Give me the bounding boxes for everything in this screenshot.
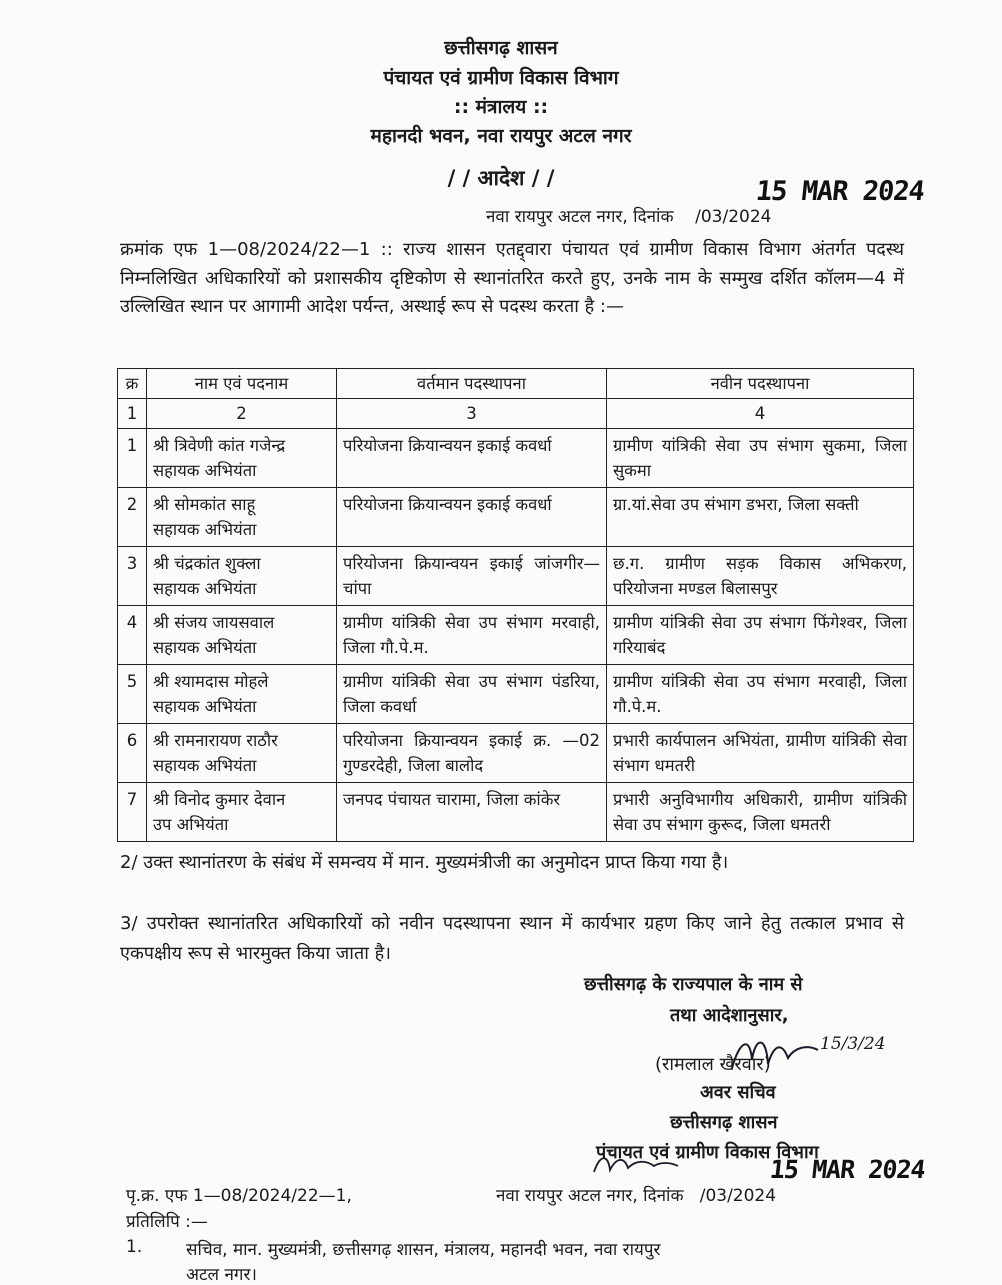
officer-name: श्री रामनारायण राठौर <box>153 731 278 750</box>
current-posting-cell: परियोजना क्रियान्वयन इकाई कवर्धा <box>337 429 607 488</box>
serial-cell <box>118 547 147 606</box>
handwritten-date: 15/3/24 <box>820 1034 886 1054</box>
current-posting-cell: परियोजना क्रियान्वयन इकाई क्र. —02 गुण्डरदेही, जिला बालोद <box>337 724 607 783</box>
endorsement-ref: पृ.क्र. एफ 1—08/2024/22—1, <box>126 1186 352 1206</box>
serial-number: 7 <box>126 790 138 809</box>
serial-number: 4 <box>126 613 138 632</box>
header-government: छत्तीसगढ़ शासन <box>444 37 558 59</box>
officer-designation: सहायक अभियंता <box>153 461 257 480</box>
officer-name: श्री त्रिवेणी कांत गजेन्द्र <box>153 436 286 455</box>
column-header-current-posting: वर्तमान पदस्थापना <box>337 369 607 399</box>
signatory-name: (रामलाल खैरवार) <box>655 1054 771 1075</box>
column-number: 1 <box>118 399 147 429</box>
table-row <box>118 606 914 665</box>
endorsement-date-stamp: 15 MAR 2024 <box>768 1155 927 1184</box>
new-posting-cell: ग्रामीण यांत्रिकी सेवा उप संभाग मरवाही, जिला गौ.पे.म. <box>607 665 914 724</box>
name-cell <box>147 488 337 547</box>
serial-cell <box>118 783 147 842</box>
name-cell <box>147 724 337 783</box>
name-cell <box>147 429 337 488</box>
order-title: / / आदेश / / <box>447 166 555 190</box>
header-department: पंचायत एवं ग्रामीण विकास विभाग <box>383 67 619 89</box>
table-row <box>118 429 914 488</box>
header-ministry: :: मंत्रालय :: <box>453 96 549 118</box>
serial-number: 6 <box>126 731 138 750</box>
serial-number: 2 <box>126 495 138 514</box>
copy-to-label: प्रतिलिपि :— <box>126 1212 208 1232</box>
by-order-line: तथा आदेशानुसार, <box>670 1005 789 1026</box>
signatory-title: अवर सचिव <box>700 1082 776 1103</box>
serial-cell <box>118 665 147 724</box>
column-header-serial: क्र <box>118 369 147 399</box>
governor-order-line: छत्तीसगढ़ के राज्यपाल के नाम से <box>584 974 803 995</box>
transfer-table <box>117 368 914 842</box>
officer-designation: सहायक अभियंता <box>153 579 257 598</box>
new-posting-cell: छ.ग. ग्रामीण सड़क विकास अभिकरण, परियोजना मण्डल बिलासपुर <box>607 547 914 606</box>
officer-designation: सहायक अभियंता <box>153 520 257 539</box>
name-cell <box>147 606 337 665</box>
serial-cell <box>118 488 147 547</box>
current-posting-cell: परियोजना क्रियान्वयन इकाई जांजगीर—चांपा <box>337 547 607 606</box>
officer-name: श्री चंद्रकांत शुक्ला <box>153 554 261 573</box>
officer-name: श्री विनोद कुमार देवान <box>153 790 286 809</box>
column-number: 2 <box>147 399 337 429</box>
table-row <box>118 724 914 783</box>
table-header-row <box>118 369 914 399</box>
officer-designation: सहायक अभियंता <box>153 756 257 775</box>
column-header-name: नाम एवं पदनाम <box>147 369 337 399</box>
officer-name: श्री संजय जायसवाल <box>153 613 275 632</box>
serial-number: 1 <box>126 436 138 455</box>
place-date: नवा रायपुर अटल नगर, दिनांक /03/2024 <box>486 207 772 227</box>
new-posting-cell: ग्रामीण यांत्रिकी सेवा उप संभाग फिंगेश्वर, जिला गरियाबंद <box>607 606 914 665</box>
endorsement-place-date: नवा रायपुर अटल नगर, दिनांक /03/2024 <box>496 1186 777 1206</box>
copy-item-text-continued: अटल नगर। <box>186 1265 257 1285</box>
table-row <box>118 783 914 842</box>
current-posting-cell: परियोजना क्रियान्वयन इकाई कवर्धा <box>337 488 607 547</box>
new-posting-cell: ग्रा.यां.सेवा उप संभाग डभरा, जिला सक्ती <box>607 488 914 547</box>
officer-designation: सहायक अभियंता <box>153 697 257 716</box>
serial-number: 3 <box>126 554 138 573</box>
column-number: 4 <box>607 399 914 429</box>
column-header-new-posting: नवीन पदस्थापना <box>607 369 914 399</box>
name-cell <box>147 783 337 842</box>
table-column-number-row <box>118 399 914 429</box>
new-posting-cell: प्रभारी अनुविभागीय अधिकारी, ग्रामीण यांत्रिकी सेवा उप संभाग कुरूद, जिला धमतरी <box>607 783 914 842</box>
name-cell <box>147 547 337 606</box>
serial-cell <box>118 429 147 488</box>
officer-designation: उप अभियंता <box>153 815 229 834</box>
officer-name: श्री सोमकांत साहू <box>153 495 256 514</box>
header-address: महानदी भवन, नवा रायपुर अटल नगर <box>370 125 632 147</box>
table-row <box>118 547 914 606</box>
serial-number: 5 <box>126 672 138 691</box>
officer-name: श्री श्यामदास मोहले <box>153 672 269 691</box>
table-row <box>118 488 914 547</box>
copy-item-number: 1. <box>126 1237 143 1257</box>
current-posting-cell: जनपद पंचायत चारामा, जिला कांकेर <box>337 783 607 842</box>
new-posting-cell: प्रभारी कार्यपालन अभियंता, ग्रामीण यांत्रिकी सेवा संभाग धमतरी <box>607 724 914 783</box>
signatory-department: पंचायत एवं ग्रामीण विकास विभाग <box>596 1142 819 1163</box>
current-posting-cell: ग्रामीण यांत्रिकी सेवा उप संभाग मरवाही, जिला गौ.पे.म. <box>337 606 607 665</box>
order-intro-paragraph: क्रमांक एफ 1—08/2024/22—1 :: राज्य शासन एतद्द्वारा पंचायत एवं ग्रामीण विकास विभाग अंतर्गत पदस्थ निम्नलिखित अधिकारियों को प्रशासकीय दृष्टिकोण से स्थानांतरित करते हुए, उनके नाम के सम्मुख दर्शित कॉलम—4 में उल्लिखित स्थान पर आगामी आदेश पर्यन्त, अस्थाई रूप से पदस्थ करता है :— <box>120 239 904 317</box>
date-stamp: 15 MAR 2024 <box>754 176 926 207</box>
table-row <box>118 665 914 724</box>
paragraph-3: 3/ उपरोक्त स्थानांतरित अधिकारियों को नवीन पदस्थापना स्थान में कार्यभार ग्रहण किए जाने हेतु तत्काल प्रभाव से एकपक्षीय रूप से भारमुक्त किया जाता है। <box>120 913 904 964</box>
serial-cell <box>118 724 147 783</box>
serial-cell <box>118 606 147 665</box>
signatory-org: छत्तीसगढ़ शासन <box>670 1112 778 1133</box>
paragraph-2: 2/ उक्त स्थानांतरण के संबंध में समन्वय में मान. मुख्यमंत्रीजी का अनुमोदन प्राप्त किया गया है। <box>120 852 729 873</box>
copy-item-text: सचिव, मान. मुख्यमंत्री, छत्तीसगढ़ शासन, मंत्रालय, महानदी भवन, नवा रायपुर <box>186 1240 661 1260</box>
initials-scribble <box>590 1150 680 1180</box>
current-posting-cell: ग्रामीण यांत्रिकी सेवा उप संभाग पंडरिया, जिला कवर्धा <box>337 665 607 724</box>
new-posting-cell: ग्रामीण यांत्रिकी सेवा उप संभाग सुकमा, जिला सुकमा <box>607 429 914 488</box>
officer-designation: सहायक अभियंता <box>153 638 257 657</box>
name-cell <box>147 665 337 724</box>
column-number: 3 <box>337 399 607 429</box>
